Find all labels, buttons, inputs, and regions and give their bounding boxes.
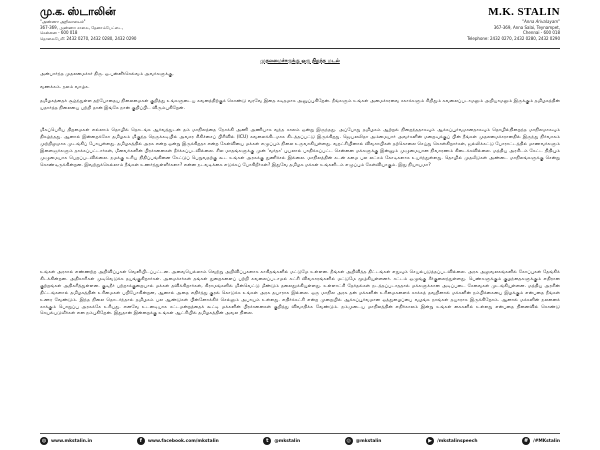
letter-greeting: வணக்கம். நலம் வாழ்க. xyxy=(40,85,90,90)
letter-paragraph-3: உங்கள் அரசால் எண்ணற்ற அறிவிப்புகள் வெளியிடப்பட்டன. அவையெல்லாம் வெற்று அறிவிப்புகளாக காகிதங்களில் மட்டுமே உள்ளன. நீங்கள் அறிவித்த திட்டங்கள் எதுவும் செயல்படுத்தப்படவில்லை. அரசு அலுவலகங்களில் கோப்புகள் தேங்கிக் கிடக்கின்றன. அதிகாரிகள் முடிவெடுக்க தயங்குகிறார்கள். அமைச்சர்கள் தங்கள் துறைகளைப் பற்றி கவலைப்படாமல் கட்சி விவகாரங்களில் மட்டுமே மூழ்கியுள்ளனர். சட்டம் ஒழுங்கு சீர்குலைந்துள்ளது. பெண்களுக்கும் குழந்தைகளுக்கும் எதிரான குற்றங்கள் அதிகரித்துள்ளன. குடிநீர் பற்றாக்குறையால் மக்கள் தவிக்கிறார்கள், கிராமங்களில் மின்வெட்டு மீண்டும் தலைதூக்கியுள்ளது. உள்ளாட்சி தேர்தல்கள் நடத்தப்படாததால் மக்களுக்கான அடிப்படை சேவைகள் முடங்கியுள்ளன. மத்திய அரசின் திட்டங்களால் தமிழகத்தின் உரிமைகள் பறிபோகின்றன, ஆனால் அதை எதிர்த்து குரல் கொடுக்க உங்கள் அரசு தயாராக இல்லை. ஒரு மாநில அரசு தன் மக்களின் உரிமைகளைக் காக்கத் தவறினால் மக்களின் நம்பிக்கையை இழக்கும் என்பதை நீங்கள் உணர வேண்டும். இந்த நிலை தொடர்ந்தால் தமிழகம் பல ஆண்டுகள் பின்னோக்கிச் செல்லும் அபாயம் உள்ளது. எதிர்க்கட்சி என்ற முறையில் ஆக்கப்பூர்வமான ஒத்துழைப்பை வழங்க நாங்கள் தயாராக இருக்கிறோம். ஆனால் மக்களின் நலனைக் காக்கும் பொறுப்பு அரசுக்கே உரியது. எனவே உடனடியாக சட்டமன்றத்தைக் கூட்டி மக்களின் பிரச்சனைகள் குறித்து விவாதிக்க வேண்டும். நம்முடைய மாநிலத்தின் எதிர்காலம் இன்று உங்கள் கைகளில் உள்ளது என்பதை நினைவில் கொண்டு செயல்படுவீர்கள் என நம்புகிறேன். இதுதான் இன்றைக்கு உங்கள் ஆட்சியில் தமிழகத்தின் அவல நிலை. xyxy=(40,270,560,317)
twitter-icon: t xyxy=(263,437,271,445)
letterhead-subtitle-tamil: "அண்ணா அறிவாலயம்" xyxy=(40,19,86,24)
letter-paragraph-1: தமிழகத்தைச் சூழ்ந்துள்ள தற்போதைய நிலைமைகள் குறித்து உங்களுடைய கவனத்திற்குக் கொண்டு வரவே இதை கடிதமாக அனுப்புகிறேன். நீங்களும் உங்கள் அமைச்சரவை சகாக்களும் சிறிதும் கவலைப்படாமலும் அறியாமலும் இருக்கும் தமிழகத்தின் யதார்த்த நிலையை பற்றி தான் இங்கே நான் குறிப்பிட விரும்புகிறேன். xyxy=(40,99,560,111)
hashtag-icon: # xyxy=(524,438,529,444)
letterhead-phone-english: Telephone: 2432 0270, 2432 0280, 2432 0290 xyxy=(467,35,560,41)
footer-link-text: www.mkstalin.in xyxy=(51,438,93,444)
letterhead-address-line2-english: Chennai - 600 018 xyxy=(523,30,560,36)
letterhead-address-line2-tamil: சென்னை - 600 018 xyxy=(40,30,78,36)
instagram-icon: ◎ xyxy=(346,438,351,444)
letterhead-tamil xyxy=(40,6,230,41)
letterhead-phone-tamil: தொலைபேசி: 2432 0270, 2432 0280, 2432 0290 xyxy=(40,35,137,41)
letterhead-name-tamil: மு.க. ஸ்டாலின் xyxy=(40,6,116,18)
footer-link-text: @mkstalin xyxy=(274,438,301,444)
footer-link-youtube[interactable] xyxy=(426,437,477,445)
letter-salutation: அன்பார்ந்த முதலமைச்சர் திரு. ஓ.பன்னீர்செல்வம் அவர்களுக்கு, xyxy=(40,72,174,77)
youtube-icon: ▶ xyxy=(426,437,434,445)
footer-link-text: @mkstalin xyxy=(355,438,382,444)
letterhead-address-line1-tamil: 367-369, அண்ணா சாலை, தேனாம்பேட்டை, xyxy=(40,24,124,30)
letterhead-subtitle-english: "Anna Arivalayam" xyxy=(522,19,560,24)
letter-subject xyxy=(0,58,600,64)
facebook-icon: f xyxy=(137,437,145,445)
footer-link-instagram[interactable] xyxy=(345,437,382,445)
letter-paragraph-2: மிகப்பெரிய திறமைகள் எல்லாம் தொழில் தொடங்க ஆர்வத்துடன் தம் மாநிலத்தை நோக்கி அணி அணியாக வந்த காலம் ஒன்று இருந்தது. அப்போது தமிழகம் ஆற்றல் நிறைந்ததாகவும் ஆக்கப்பூர்வமானதாகவும் தொழில்நிறைந்த மாநிலமாகவும் திகழ்ந்தது. ஆனால் இன்றைக்கோ தமிழகம் மிகுந்த நெருக்கடியில் அவசர சிகிச்சைப் பிரிவில் (ICU) கவலைக்கிடமாக கிடத்தப்பட்டு இருக்கிறது. ஜெயலலிதா அம்மையார் அவர்களின் மறைவுக்குப் பின் நீங்கள் முதலமைச்சரானதில் இருந்து நிர்வாகம் முற்றிலுமாக முடங்கிப் போயுள்ளது. தமிழகத்தில் அரசு என்ற ஒன்று இருக்கிறதா என்ற கேள்வியை மக்கள் எழுப்பும் நிலை உருவாகியுள்ளது. வறட்சியினால் விவசாயிகள் தற்கொலை செய்து கொள்கிறார்கள், ஜல்லிக்கட்டு போராட்டத்தில் மாணவர்களும் இளைஞர்களும் தாக்கப்பட்டார்கள், மீனவர்களின் பிரச்சனைகள் தீர்க்கப்படவில்லை. சில மாதங்களுக்கு முன் 'வர்தா' புயலால் பாதிக்கப்பட்ட சென்னை மக்களுக்கு இன்னும் முழுமையான நிவாரணம் கிடைக்கவில்லை. மத்திய அரசிடம் கேட்ட நிதியும் முழுமையாக பெறப்படவில்லை. நமக்கு உரிய நிதிப்பங்கினை கேட்டுப் பெறுவதற்கு கூட உங்கள் அரசுக்கு துணிச்சல் இல்லை. மாநிலத்தின் கடன் சுமை பல லட்சம் கோடிகளாக உயர்ந்துள்ளது. தொழில் முதலீடுகள் அண்டை மாநிலங்களுக்கு சென்று கொண்டிருக்கின்றன. இவற்றுக்கெல்லாம் நீங்கள் உணர்ந்துள்ளீர்களா? என்ன நடவடிக்கை எடுக்கப் போகிறீர்கள்? இதுவே தமிழக மக்கள் உங்களிடம் எழுப்பும் கேள்வியாகும். இது நியாயமா? xyxy=(40,128,560,168)
footer-social-links xyxy=(40,436,560,446)
footer-link-website[interactable] xyxy=(40,437,92,445)
footer-link-twitter[interactable] xyxy=(263,437,300,445)
footer-link-facebook[interactable] xyxy=(137,437,219,445)
footer-link-text: www.facebook.com/mkstalin xyxy=(147,438,219,444)
letterhead-address-line1-english: 367-369, Anna Salai, Teynampet, xyxy=(493,24,560,30)
footer-divider xyxy=(40,433,560,434)
footer-link-hashtag[interactable] xyxy=(522,437,560,445)
globe-icon: ◍ xyxy=(41,438,47,444)
letterhead-english xyxy=(370,6,560,41)
letterhead-divider xyxy=(40,48,560,49)
footer-link-text: /#MKstalin xyxy=(533,438,560,444)
footer-link-text: /mkstalinspeech xyxy=(437,438,478,444)
letterhead-name-english: M.K. STALIN xyxy=(488,6,560,18)
letter-subject-text: முதலமைச்சருக்கு ஒரு திறந்த மடல் xyxy=(260,58,340,64)
